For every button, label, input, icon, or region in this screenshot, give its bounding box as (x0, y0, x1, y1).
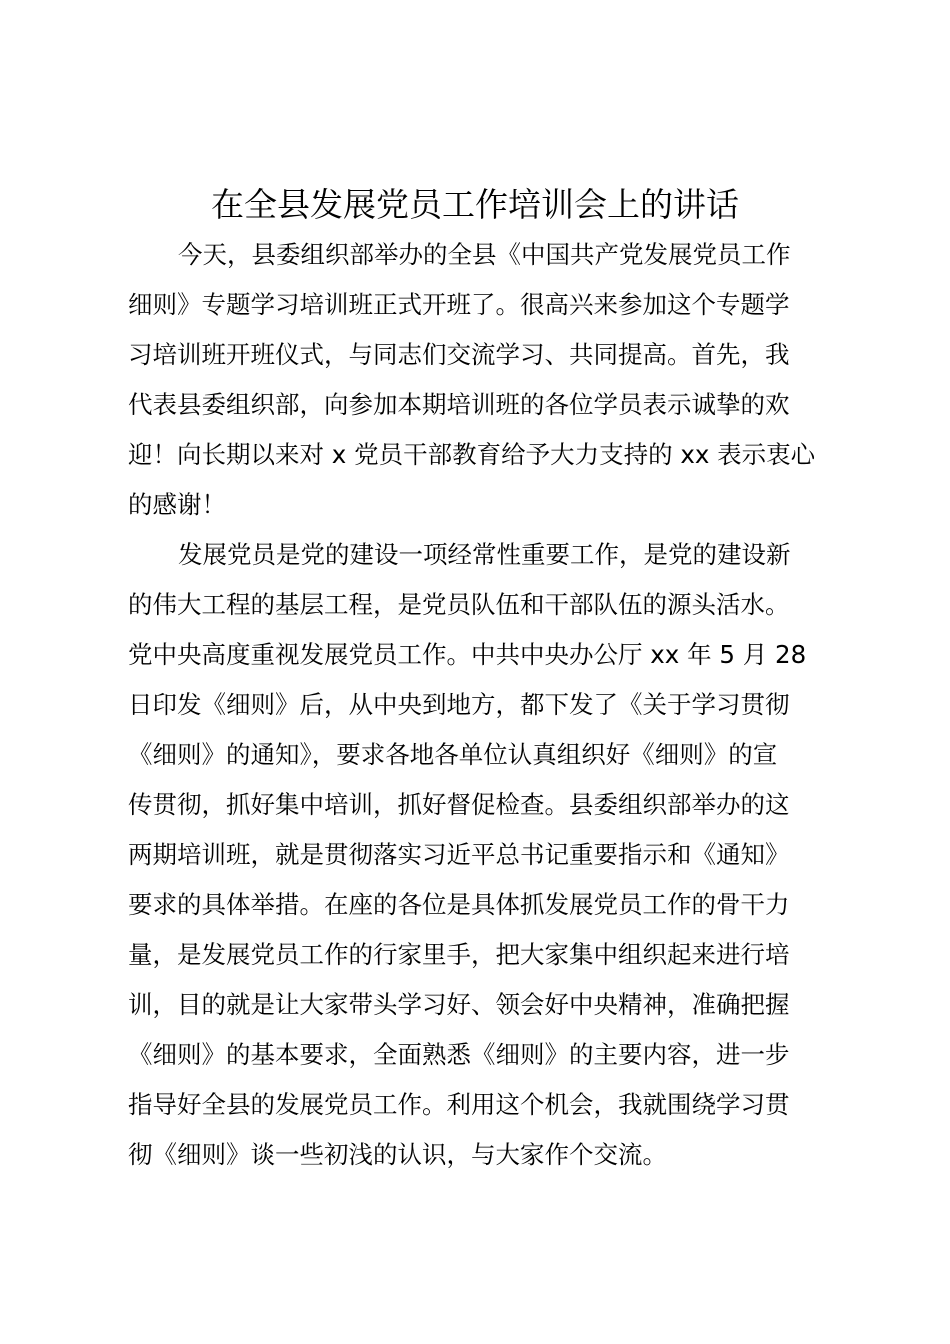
paragraph-2 (128, 530, 848, 1180)
paragraph-line: 训，目的就是让大家带头学习好、领会好中央精神，准确把握 (128, 990, 790, 1019)
paragraph-line: 量，是发展党员工作的行家里手，把大家集中组织起来进行培 (128, 940, 790, 969)
paragraph-line: 要求的具体举措。在座的各位是具体抓发展党员工作的骨干力 (128, 890, 790, 919)
paragraph-line: 发展党员是党的建设一项经常性重要工作，是党的建设新 (178, 540, 791, 569)
paragraph-line: 细则》专题学习培训班正式开班了。很高兴来参加这个专题学 (128, 290, 790, 319)
paragraph-line: 日印发《细则》后，从中央到地方，都下发了《关于学习贯彻 (128, 690, 790, 719)
paragraph-line: 传贯彻，抓好集中培训，抓好督促检查。县委组织部举办的这 (128, 790, 790, 819)
paragraph-line: 两期培训班，就是贯彻落实习近平总书记重要指示和《通知》 (128, 840, 790, 869)
paragraph-line: 迎！向长期以来对 x 党员干部教育给予大力支持的 xx 表示衷心 (128, 440, 816, 469)
paragraph-line: 的伟大工程的基层工程，是党员队伍和干部队伍的源头活水。 (128, 590, 790, 619)
paragraph-line: 《细则》的基本要求，全面熟悉《细则》的主要内容，进一步 (128, 1040, 790, 1069)
paragraph-line: 的感谢！ (128, 490, 226, 519)
paragraph-line: 《细则》的通知》，要求各地各单位认真组织好《细则》的宣 (128, 740, 778, 769)
paragraph-line: 指导好全县的发展党员工作。利用这个机会，我就围绕学习贯 (128, 1090, 790, 1119)
paragraph-1 (128, 230, 848, 530)
paragraph-line: 党中央高度重视发展党员工作。中共中央办公厅 xx 年 5 月 28 (128, 640, 807, 669)
paragraph-line: 彻《细则》谈一些初浅的认识，与大家作个交流。 (128, 1140, 667, 1169)
paragraph-line: 习培训班开班仪式，与同志们交流学习、共同提高。首先，我 (128, 340, 790, 369)
paragraph-line: 代表县委组织部，向参加本期培训班的各位学员表示诚挚的欢 (128, 390, 790, 419)
document-body (128, 230, 848, 1180)
document-title: 在全县发展党员工作培训会上的讲话 (211, 185, 739, 224)
paragraph-line: 今天，县委组织部举办的全县《中国共产党发展党员工作 (178, 240, 791, 269)
